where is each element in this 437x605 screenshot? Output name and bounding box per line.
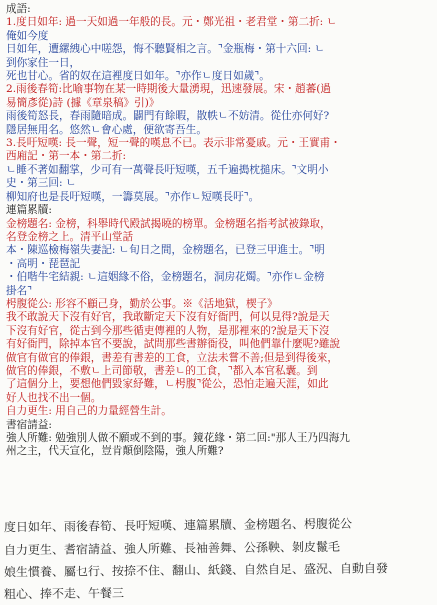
text-line: 做官有做官的俸銀，書差有書差的工食，立法未嘗不善;但是到得後來， — [6, 351, 338, 364]
text-line: 自力更生: 用自己的力量經營生計。 — [6, 405, 172, 418]
text-line: 名登金榜之上。清平山堂話 — [6, 230, 134, 243]
text-line: 掛名⌝ — [6, 284, 33, 297]
text-line: 史・第三回: ㄴ — [6, 177, 77, 190]
text-line: 本・陳巡檢梅嶺失妻記: ㄴ旬日之間，金榜題名，已登三甲進士。⌝明 — [6, 244, 325, 257]
text-line: 下沒有好官，從古到今那些循吏傳裡的人物，是那裡來的?說是天下沒 — [6, 324, 330, 337]
text-line: 死也甘心。省的奴在這裡度日如年。⌝亦作ㄴ度日如歲⌝。 — [6, 70, 270, 83]
text-line: 1.度日如年: 過一天如過一年般的長。元・鄭光祖・老君堂・第二折: ㄴ — [6, 16, 337, 29]
text-line: 到你家住一日， — [6, 56, 81, 69]
text-line: ㄴ睡不著如翻掌，少可有一萬聲長吁短嘆，五千遍搗枕搥床。⌝文明小 — [6, 163, 329, 176]
text-line: 2.雨後春筍:比喻事物在某一時期後大量湧現，迅速發展。宋・趙蕃(過 — [6, 83, 332, 96]
handwritten-line: 度日如年、雨後春筍、長吁短嘆、連篇累牘、金榜題名、枵腹從公 — [3, 516, 353, 535]
text-line: 金榜題名: 金榜，科舉時代殿試揭曉的榜單。金榜題名指考試被錄取， — [6, 217, 331, 230]
text-line: 枵腹從公: 形容不顧己身，勤於公事。※《活地獄，楔子》 — [6, 297, 278, 310]
text-line: 好人也找不出一個。 — [6, 391, 102, 404]
notes-body — [6, 3, 431, 459]
text-line: 雨後筍怒長，春雨隨暗成。闢門有餘暇，散帙ㄴ不妨清。從仕亦何好? — [6, 110, 330, 123]
text-line: 俺如今度 — [6, 29, 49, 42]
text-line: 強人所難: 勉強別人做不願或不到的事。鏡花緣・第二回:"那人王乃四海九 — [6, 432, 350, 444]
handwritten-line: 粗心、捧不走、午餐三 — [3, 585, 125, 602]
text-line: 西廂記・第一本・第二折: — [6, 150, 127, 163]
text-line: 了這個分上，要想他們毀家紓難，ㄴ枵腹⌝從公，恐怕走遍天涯，如此 — [6, 378, 329, 391]
text-line: ・高明・琵琶記 — [6, 257, 81, 270]
handwritten-line: 自力更生、耆宿請益、強人所難、長袖善舞、公孫鞅、剝皮鬣毛 — [3, 539, 341, 558]
text-line: 我不敢說天下沒有好官，我敢斷定天下沒有好衙門，何以見得?說是天 — [6, 311, 330, 324]
text-line: 書宿請益: — [6, 418, 52, 431]
text-line: 成語: — [6, 3, 31, 15]
text-line: 日如年，遭縲絏心中嗟怨，悔不聽賢相之言。⌝金瓶梅・第十六回: ㄴ — [6, 43, 325, 56]
text-line: 隱居無用名。悠然ㄴ會心處，便欲寄吾生。 — [6, 123, 207, 136]
text-line: 州之主，代天宣化，豈肯顛倒陰陽，強人所難? — [6, 445, 224, 458]
text-line: 有好衙門，除掉本官不要說，試問那些書辦衙役，叫他們靠什麼呢?雖說 — [6, 338, 341, 351]
text-line: 3.長吁短嘆: 長一聲，短一聲的嘆息不已。表示非常憂戚。元・王實甫・ — [6, 137, 341, 150]
handwritten-line: 娘生慣養、屬乜行、按捺不住、翻山、紙錢、自然自足、盛況、自動自發 — [3, 561, 389, 580]
text-line: 柳知府也是長吁短嘆，一籌莫展。⌝亦作ㄴ短嘆長吁⌝。 — [6, 190, 260, 203]
text-line: 連篇累牘: — [6, 204, 52, 217]
text-line: 易簡彥從)詩 (據《章泉稿》引)》 — [6, 96, 160, 109]
text-line: ・伯喈牛宅結親: ㄴ這姻緣不俗，金榜題名，洞房花燭。⌝亦作ㄴ金榜 — [6, 271, 325, 284]
text-line: 做官的俸銀，不敷ㄴ上司節敬，書差ㄴ的工食，⌝都入本官私囊。到 — [6, 364, 318, 377]
